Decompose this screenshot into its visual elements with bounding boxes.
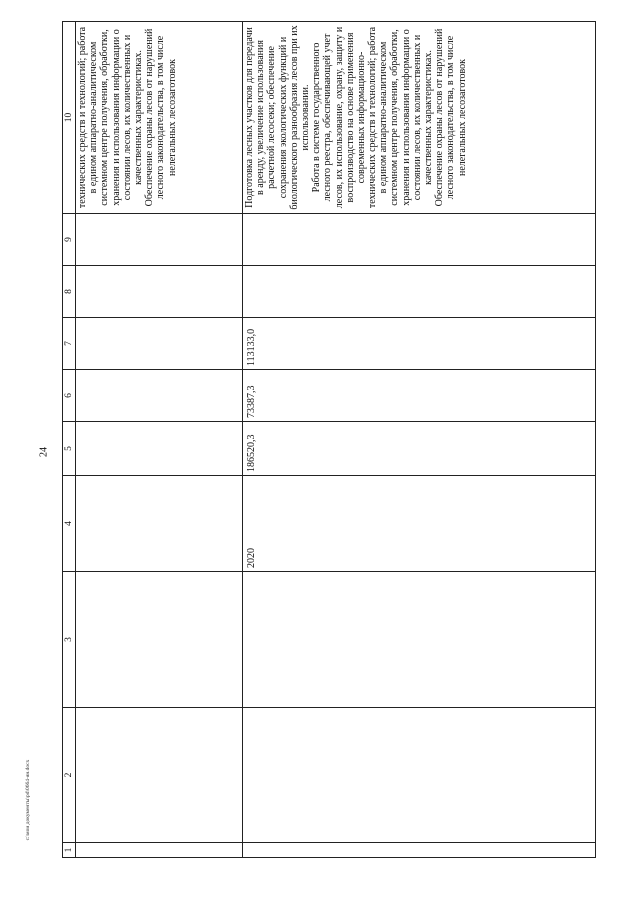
table-cell (76, 572, 243, 708)
total-value-cell: 186520,3 (243, 422, 596, 476)
table-cell (76, 708, 243, 843)
measures-paragraph: Подготовка лесных участков для передачи в аренду, увеличение использования расчетной лесосеки; обеспечение сохранения экологических функций и биологического разнообразия лесов при их использовании. (244, 25, 311, 210)
header-cell: 10 (63, 22, 76, 214)
header-cell: 5 (63, 422, 76, 476)
table-cell (76, 266, 243, 318)
header-cell: 6 (63, 370, 76, 422)
measures-paragraph: Работа в системе государственного лесного реестра, обеспечивающей учет лесов, их использование, охрану, защиту и воспроизводство на основе применения современных информационно-технических средств и технологий; работа в едином аппаратно-аналитическом системном центре получения, обработки, хранения и использования информации о состоянии лесов, их количественных и качественных характеристиках. Обеспечение охраны лесов от нарушений лесного законодательства, в том числе нелегальных лесозаготовок (311, 26, 468, 209)
table-cell (243, 843, 596, 858)
table-cell (76, 318, 243, 370)
table-cell (76, 370, 243, 422)
header-cell: 1 (63, 843, 76, 858)
value-cell: 113133,0 (243, 318, 596, 370)
table-cell (243, 572, 596, 708)
header-cell: 9 (63, 214, 76, 266)
measures-cell: технических средств и технологий; работа в едином аппаратно-аналитическом системном центре получения, обработки, хранения и использования информации о состоянии лесов, их количественных и качественных характеристиках. Обеспечение охраны лесов от нарушений лесного законодательства, в том числе нелегальных лесозаготовок (76, 22, 243, 214)
value-cell: 73387,3 (243, 370, 596, 422)
measures-cell (243, 22, 596, 214)
table-cell (76, 422, 243, 476)
table-cell (243, 214, 596, 266)
table-cell (243, 266, 596, 318)
table-cell (243, 708, 596, 843)
rotated-table-container (62, 22, 596, 858)
table-cell (76, 476, 243, 572)
header-cell: 2 (63, 708, 76, 843)
header-cell: 4 (63, 476, 76, 572)
header-row (63, 22, 76, 858)
table-cell (76, 843, 243, 858)
header-cell: 8 (63, 266, 76, 318)
year-cell: 2020 (243, 476, 596, 572)
footer-file-path: c:\мои документы\pd\0664-ян.docx (25, 759, 31, 841)
page-number: 24 (38, 447, 50, 457)
header-cell: 7 (63, 318, 76, 370)
table-cell (76, 214, 243, 266)
header-cell: 3 (63, 572, 76, 708)
table-row (76, 22, 243, 858)
table-row (243, 22, 596, 858)
program-table (62, 21, 596, 858)
